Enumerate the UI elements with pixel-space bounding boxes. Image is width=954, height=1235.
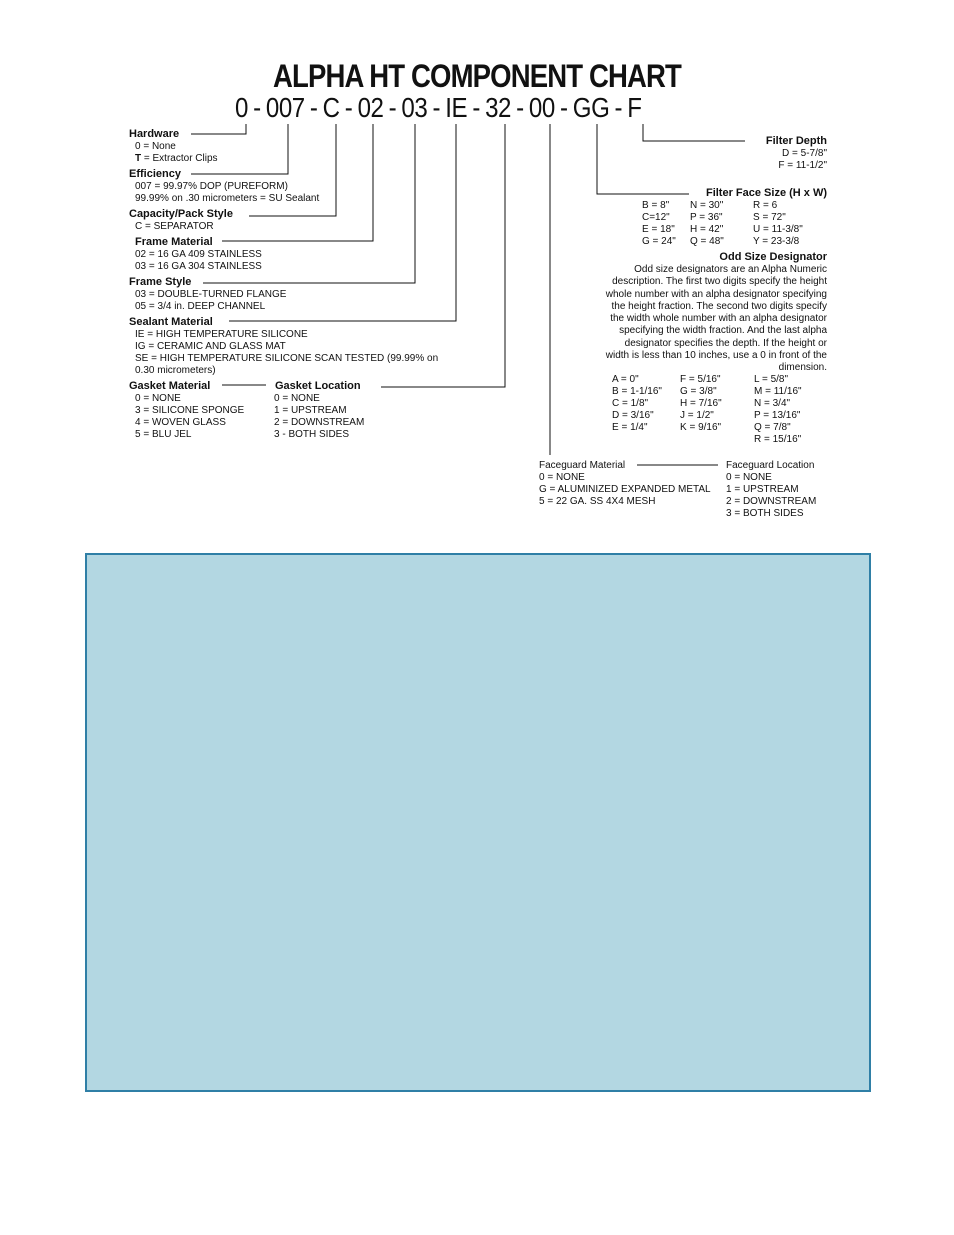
frame-material-line-1: 03 = 16 GA 304 STAINLESS	[135, 261, 262, 272]
blank-panel	[85, 553, 871, 1092]
frame-style-line-1: 05 = 3/4 in. DEEP CHANNEL	[135, 301, 266, 312]
odd-size-c1-4: E = 1/4"	[612, 422, 648, 433]
sealant-line-2: SE = HIGH TEMPERATURE SILICONE SCAN TESTED (99.99% on	[135, 353, 439, 364]
gasket-location-line-1: 1 = UPSTREAM	[274, 405, 347, 416]
code-segment: IE	[445, 92, 468, 123]
chart-title: ALPHA HT COMPONENT CHART	[273, 58, 681, 94]
odd-size-c3-1: M = 11/16"	[754, 386, 802, 397]
odd-size-c3-3: P = 13/16"	[754, 410, 801, 421]
odd-size-c1-3: D = 3/16"	[612, 410, 654, 421]
filter-depth-line-0: D = 5-7/8"	[782, 148, 827, 159]
gasket-location-heading: Gasket Location	[275, 380, 361, 392]
filter-depth-line-1: F = 11-1/2"	[778, 160, 827, 171]
odd-size-c2-4: K = 9/16"	[680, 422, 722, 433]
face-size-c2-3: Q = 48"	[690, 236, 724, 247]
frame-material-line-0: 02 = 16 GA 409 STAINLESS	[135, 249, 262, 260]
code-segment: 03	[401, 92, 428, 123]
gasket-material-line-2: 4 = WOVEN GLASS	[135, 417, 226, 428]
code-segment: 0	[235, 92, 248, 123]
frame-style-line-0: 03 = DOUBLE-TURNED FLANGE	[135, 289, 287, 300]
code-segment: C	[322, 92, 340, 123]
face-size-c3-1: S = 72"	[753, 212, 786, 223]
odd-size-para-5: specifying the width fraction. And the last alpha	[619, 325, 827, 337]
faceguard-location-heading: Faceguard Location	[726, 460, 815, 471]
efficiency-line-1: 99.99% on .30 micrometers = SU Sealant	[135, 193, 320, 204]
face-size-table	[642, 200, 832, 250]
hardware-line-1-text: = Extractor Clips	[143, 153, 218, 164]
code-segment: 007	[265, 92, 305, 123]
code-segment: 00	[528, 92, 555, 123]
face-size-c3-0: R = 6	[753, 200, 778, 211]
odd-size-para-6: designator specifies the depth. If the height or	[624, 337, 827, 349]
odd-size-c2-0: F = 5/16"	[680, 374, 721, 385]
code-segment: 32	[485, 92, 512, 123]
odd-size-c1-1: B = 1-1/16"	[612, 386, 662, 397]
gasket-material-line-1: 3 = SILICONE SPONGE	[135, 405, 245, 416]
face-size-c1-2: E = 18"	[642, 224, 675, 235]
hardware-line-0: 0 = None	[135, 141, 176, 152]
gasket-material-heading: Gasket Material	[129, 380, 211, 392]
capacity-line-0: C = SEPARATOR	[135, 221, 214, 232]
faceguard-material-line-1: G = ALUMINIZED EXPANDED METAL	[539, 484, 711, 495]
hardware-heading: Hardware	[129, 128, 180, 140]
odd-size-para-8: dimension.	[778, 362, 827, 374]
face-size-c1-1: C=12"	[642, 212, 670, 223]
code-segment: F	[627, 92, 642, 123]
odd-size-c1-2: C = 1/8"	[612, 398, 649, 409]
face-size-c1-0: B = 8"	[642, 200, 670, 211]
filter-depth-heading: Filter Depth	[765, 135, 827, 147]
gasket-material-line-0: 0 = NONE	[135, 393, 181, 404]
odd-size-table	[612, 374, 832, 448]
odd-size-c2-2: H = 7/16"	[680, 398, 722, 409]
odd-size-c3-5: R = 15/16"	[754, 434, 802, 445]
hardware-bold-prefix: T	[135, 153, 142, 164]
face-size-c3-3: Y = 23-3/8	[753, 236, 800, 247]
odd-size-para-3: the height fraction. The second two digits specify	[611, 300, 827, 312]
gasket-location-line-0: 0 = NONE	[274, 393, 320, 404]
code-separator: -	[472, 92, 480, 123]
odd-size-para-1: description. The first two digits specify the height	[612, 276, 827, 288]
face-size-c1-3: G = 24"	[642, 236, 676, 247]
odd-size-para-7: width is less than 10 inches, use a 0 in front of the	[605, 350, 827, 362]
faceguard-location-line-0: 0 = NONE	[726, 472, 772, 483]
code-separator: -	[344, 92, 353, 123]
code-separator: -	[516, 92, 524, 123]
code-separator: -	[560, 92, 568, 123]
leader-efficiency	[191, 124, 288, 174]
sealant-line-1: IG = CERAMIC AND GLASS MAT	[135, 341, 286, 352]
sealant-line-0: IE = HIGH TEMPERATURE SILICONE	[135, 329, 308, 340]
face-size-c2-1: P = 36"	[690, 212, 723, 223]
code-segment: 02	[357, 92, 384, 123]
code-separator: -	[388, 92, 397, 123]
code-segment: GG	[572, 92, 610, 123]
code-separator: -	[309, 92, 318, 123]
gasket-material-line-3: 5 = BLU JEL	[135, 429, 192, 440]
efficiency-line-0: 007 = 99.97% DOP (PUREFORM)	[135, 181, 288, 192]
frame-style-heading: Frame Style	[129, 276, 192, 288]
odd-size-para-4: the width whole number with an alpha designator	[610, 313, 827, 325]
faceguard-location-line-2: 2 = DOWNSTREAM	[726, 496, 817, 507]
code-separator: -	[432, 92, 441, 123]
sealant-heading: Sealant Material	[129, 316, 213, 328]
code-separator: -	[614, 92, 623, 123]
faceguard-material-line-2: 5 = 22 GA. SS 4X4 MESH	[539, 496, 656, 507]
face-size-heading: Filter Face Size (H x W)	[705, 187, 827, 199]
hardware-line-1	[135, 153, 218, 165]
odd-size-c2-3: J = 1/2"	[680, 410, 714, 421]
faceguard-location-line-3: 3 = BOTH SIDES	[726, 508, 804, 519]
sealant-line-3: 0.30 micrometers)	[135, 365, 216, 376]
faceguard-material-line-0: 0 = NONE	[539, 472, 585, 483]
odd-size-c3-2: N = 3/4"	[754, 398, 791, 409]
odd-size-c3-0: L = 5/8"	[754, 374, 789, 385]
face-size-c3-2: U = 11-3/8"	[753, 224, 803, 235]
leader-filter-depth	[643, 124, 745, 141]
odd-size-heading: Odd Size Designator	[719, 251, 827, 263]
frame-material-heading: Frame Material	[135, 236, 213, 248]
odd-size-c2-1: G = 3/8"	[680, 386, 717, 397]
odd-size-c3-4: Q = 7/8"	[754, 422, 791, 433]
faceguard-location-line-1: 1 = UPSTREAM	[726, 484, 799, 495]
face-size-c2-0: N = 30"	[690, 200, 724, 211]
leader-gasket-location	[381, 124, 505, 387]
odd-size-para-2: whole number with an alpha designator specifying	[605, 288, 827, 300]
gasket-location-line-2: 2 = DOWNSTREAM	[274, 417, 365, 428]
odd-size-paragraph	[587, 264, 827, 375]
face-size-c2-2: H = 42"	[690, 224, 724, 235]
faceguard-material-heading: Faceguard Material	[539, 460, 626, 471]
code-separator: -	[253, 92, 261, 123]
leader-hardware	[191, 124, 246, 134]
odd-size-c1-0: A = 0"	[612, 374, 639, 385]
capacity-heading: Capacity/Pack Style	[129, 208, 233, 220]
gasket-location-line-3: 3 - BOTH SIDES	[274, 429, 350, 440]
odd-size-para-0: Odd size designators are an Alpha Numeric	[634, 264, 827, 275]
efficiency-heading: Efficiency	[129, 168, 181, 180]
